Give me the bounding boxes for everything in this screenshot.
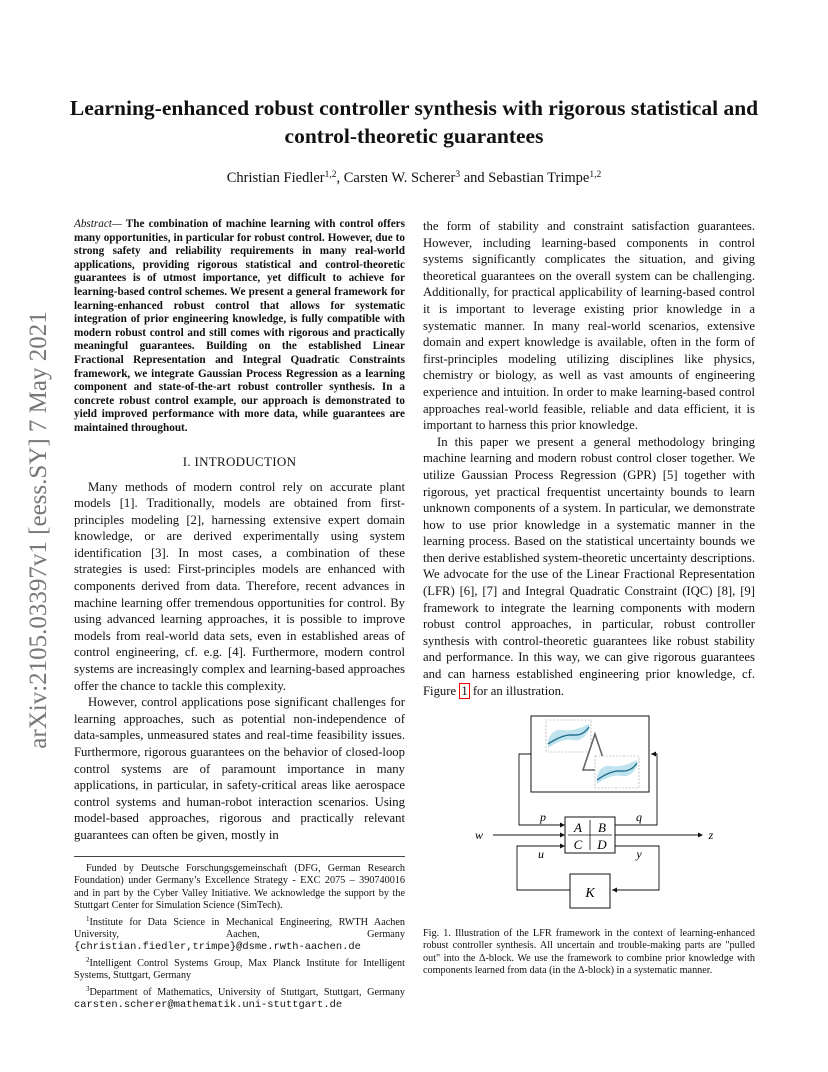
author-sep-2: and [460, 170, 489, 186]
label-w: w [474, 828, 484, 842]
abstract-lead: Abstract— [74, 218, 122, 230]
footnote-3 [74, 983, 405, 1012]
footnotes [74, 856, 405, 1011]
figure-1 [423, 712, 755, 922]
footnote-2-mark: 2 [86, 955, 90, 964]
author-line [60, 170, 768, 187]
funding-footnote: Funded by Deutsche Forschungsgemeinschaft (DFG, German Research Foundation) under Germany’s Excellence Strategy - EXC 2075 – 390740016 and in part by the Cyber Valley Initiative. We acknowledge the support by the Stuttgart Center for Simulation Science (SimTech). [74, 863, 405, 912]
abstract [74, 218, 405, 436]
label-q: q [636, 810, 642, 824]
block-a: A [574, 820, 582, 835]
arrow-q [651, 752, 656, 757]
block-c: C [573, 837, 583, 852]
footnote-3-email: carsten.scherer@mathematik.uni-stuttgart.de [74, 999, 343, 1012]
footnote-3-mark: 3 [86, 984, 90, 993]
paper-title: Learning-enhanced robust controller synthesis with rigorous statistical and control-theoretic guarantees [69, 96, 759, 148]
label-y: y [636, 847, 642, 861]
right-column [423, 218, 755, 699]
footnote-1 [74, 913, 405, 954]
footnote-3-text: Department of Mathematics, University of Stuttgart, Stuttgart, Germany [89, 986, 405, 998]
author-1: Christian Fiedler [226, 170, 325, 186]
left-column [74, 218, 405, 844]
block-b: B [598, 820, 606, 835]
intro-paragraph-2: However, control applications pose significant challenges for learning approaches, such as potential non-independence of data-samples, unmeasured states and real-time feasibility issues. Furthermore, rigorous guarantees on the behavior of closed-loop control systems are of paramount importance in many applications, in particular, in safety-critical areas like aerospace control systems and human-robot interaction scenarios. Using model-based approaches, rigorous and practically relevant guarantees can often be given, mostly in [74, 695, 405, 842]
label-z: z [708, 828, 714, 842]
author-2-affil: 3 [455, 170, 461, 180]
intro-paragraph-3-text: In this paper we present a general methodology bringing machine learning and modern robust control closer together. We utilize Gaussian Process Regression (GPR) [5] together with rigorous, yet practical frequentist uncertainty bounds to learn unknown components of a system. In particular, we demonstrate how to use prior knowledge in a systematic manner in the learning process. Based on the statistical uncertainty bounds we then derive established system-theoretic uncertainty descriptions. We advocate for the use of the Linear Fractional Representation (LFR) [6], [7] and Integral Quadratic Constraint (IQC) [8], [9] framework to integrate the learning components with modern robust control approaches, in particular, robust controller synthesis with control-theoretic guarantees like robust stability and performance. In this way, we can give rigorous guarantees and can harness established engineering prior knowledge, cf. Figure [423, 434, 755, 698]
intro-paragraph-continued: the form of stability and constraint satisfaction guarantees. However, including learning-based components in control systems significantly complicates the situation, and giving theoretical guarantees on the overall system can be challenging. Additionally, for practical applicability of learning-based control it is important to leverage existing prior knowledge in a systematic manner. In many real-world scenarios, extensive domain and expert knowledge is available, often in the form of first-principles modeling utilizing disciplines like physics, chemistry or biology, as well as vast amounts of engineering experience and intuition. In order to make learning-based control approaches real-world feasible, reliable and data efficient, it is important to harness this prior knowledge. [423, 219, 755, 433]
author-3-affil: 1,2 [589, 170, 602, 180]
author-2: Carsten W. Scherer [343, 170, 456, 186]
footnote-1-mark: 1 [86, 914, 90, 923]
figure-1-caption: Fig. 1. Illustration of the LFR framework in the context of learning-enhanced robust controller synthesis. All uncertain and trouble-making parts are "pulled out" into the Δ-block. We use the framework to combine prior knowledge with components learned from data (in the Δ-block) in a systematic manner. [423, 928, 755, 977]
intro-paragraph-1: Many methods of modern control rely on accurate plant models [1]. Traditionally, models are obtained from first-principles modeling [2], harnessing extensive expert domain knowledge, or are derived experimentally using system identification [3]. In most cases, a combination of these strategies is used: First-principles models are enhanced with components derived from data. Therefore, recent advances in machine learning offer tremendous opportunities for control. By using advanced learning approaches, it is possible to improve models from real-world data sets, even in established areas of control engineering, cf. e.g. [4]. Furthermore, modern control systems are increasingly complex and learning-based approaches offer the chance to tackle this complexity. [74, 479, 405, 693]
arrow-u [560, 844, 565, 849]
arrow-w [560, 833, 565, 838]
author-sep-1: , [336, 170, 344, 186]
author-1-affil: 1,2 [324, 170, 337, 180]
block-k: K [585, 886, 595, 901]
lfr-diagram [423, 712, 755, 922]
arrow-p [560, 823, 565, 828]
footnote-1-email: {christian.fiedler,trimpe}@dsme.rwth-aachen.de [74, 941, 361, 954]
abstract-text: The combination of machine learning with control offers many opportunities, in particular for robust control. However, due to strong safety and reliability requirements in many real-world applications, providing rigorous statistical and control-theoretic guarantees is of utmost importance, yet difficult to achieve for learning-based control schemes. We present a general framework for learning-enhanced robust control that allows for systematic integration of prior engineering knowledge, is fully compatible with modern robust control and still comes with rigorous and practically meaningful guarantees. Building on the established Linear Fractional Representation and Integral Quadratic Constraints framework, we integrate Gaussian Process Regression as a learning component and state-of-the-art robust controller synthesis. In a concrete robust control example, our approach is demonstrated to yield improved performance with more data, while guarantees are maintained throughout. [74, 218, 405, 434]
author-3: Sebastian Trimpe [488, 170, 590, 186]
label-u: u [538, 847, 544, 861]
arrow-z [698, 833, 703, 838]
footnote-1-text: Institute for Data Science in Mechanical Engineering, RWTH Aachen University, Aachen, Germany [74, 916, 405, 941]
block-d: D [597, 837, 607, 852]
footnote-2-text: Intelligent Control Systems Group, Max Planck Institute for Intelligent Systems, Stuttgart, Germany [74, 957, 405, 982]
arxiv-id: arXiv:2105.03397v1 [eess.SY] 7 May 2021 [25, 311, 52, 749]
footnote-2 [74, 954, 405, 983]
arxiv-sidebar-graphic [10, 280, 60, 780]
intro-paragraph-3-end: for an illustration. [469, 683, 565, 698]
intro-paragraph-3 [423, 434, 755, 700]
section-heading-introduction: I. INTRODUCTION [182, 453, 297, 469]
arxiv-sidebar [10, 280, 60, 780]
arrow-y [612, 888, 617, 893]
label-p: p [540, 810, 546, 824]
figure-1-link[interactable]: 1 [461, 683, 468, 698]
